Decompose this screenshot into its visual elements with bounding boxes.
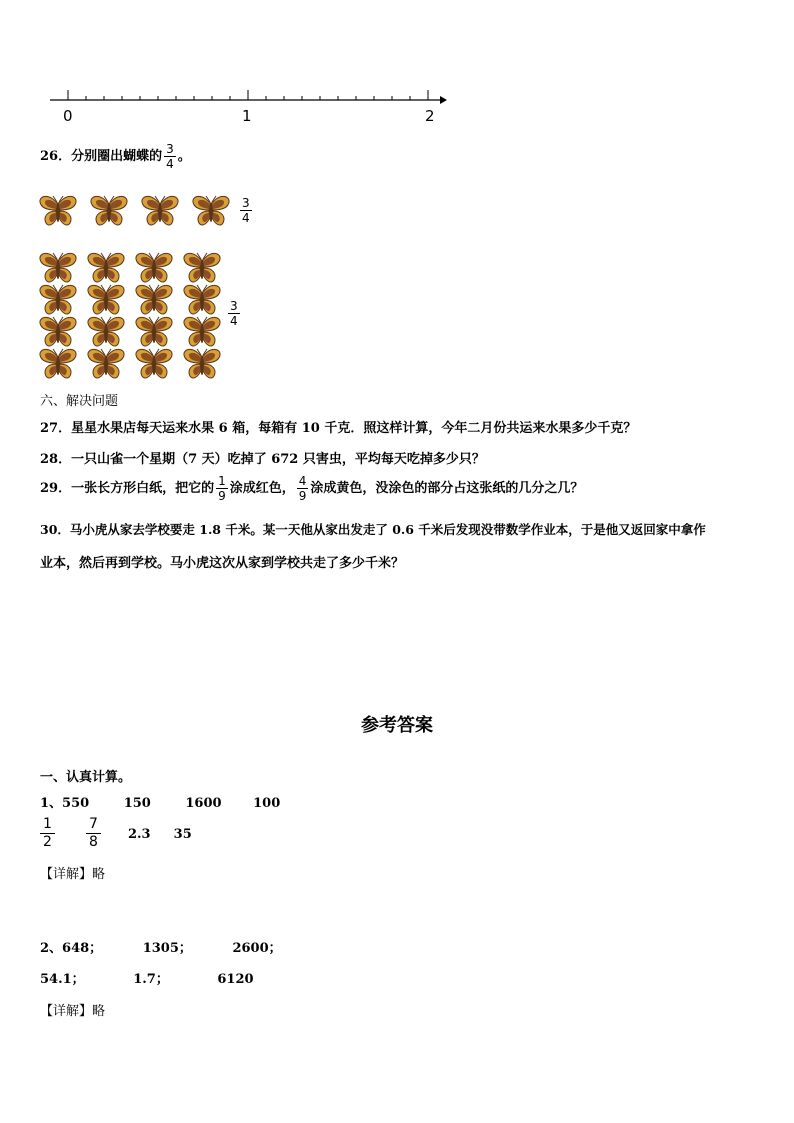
answer-2-row-1: 2、648； 1305； 2600； <box>40 941 282 956</box>
question-30-line-2: 业本，然后再到学校。马小虎这次从家到学校共走了多少千米？ <box>40 556 405 571</box>
butterfly-icon <box>37 250 79 286</box>
number-line <box>48 88 448 108</box>
number-line-label-0: 0 <box>63 107 73 125</box>
butterfly-grid-fraction: $\frac{3}{4}$ <box>230 299 238 328</box>
answer-1-fractions-row: $\frac{1}{2}$ $\frac{7}{8}$ 2.3 35 <box>40 816 192 851</box>
butterfly-icon <box>85 314 127 350</box>
answer-fraction-1-2: $\frac{1}{2}$ <box>40 816 55 851</box>
section-6-title: 六、解决问题 <box>40 394 119 409</box>
answer-2-row-2: 54.1； 1.7； 6120 <box>40 972 254 987</box>
answer-fraction-7-8: $\frac{7}{8}$ <box>86 816 101 851</box>
butterfly-icon <box>181 346 223 382</box>
butterfly-icon <box>133 250 175 286</box>
number-line-label-1: 1 <box>242 107 252 125</box>
butterfly-icon <box>190 193 232 229</box>
butterfly-icon <box>139 193 181 229</box>
question-27: 27．星星水果店每天运来水果 6 箱，每箱有 10 千克．照这样计算，今年二月份共运来水果多少千克？ <box>40 421 637 436</box>
butterfly-icon <box>133 314 175 350</box>
butterfly-icon <box>181 250 223 286</box>
question-26: 26．分别圈出蝴蝶的 $\frac{3}{4}$ 。 <box>40 142 191 171</box>
butterfly-icon <box>85 282 127 318</box>
butterfly-icon <box>181 314 223 350</box>
q26-fraction: $\frac{3}{4}$ <box>166 142 174 171</box>
butterfly-icon <box>133 282 175 318</box>
butterfly-icon <box>133 346 175 382</box>
answer-2-detail: 【详解】略 <box>40 1004 106 1019</box>
number-line-label-2: 2 <box>425 107 435 125</box>
butterfly-icon <box>88 193 130 229</box>
q29-fraction-2: $\frac{4}{9}$ <box>298 474 307 503</box>
butterfly-icon <box>37 346 79 382</box>
question-29: 29．一张长方形白纸，把它的 $\frac{1}{9}$ 涂成红色， $\frac{4}{9}$ 涂成黄色，没涂色的部分占这张纸的几分之几？ <box>40 474 584 503</box>
q26-text: 26．分别圈出蝴蝶的 <box>40 149 163 164</box>
butterfly-icon <box>37 193 79 229</box>
butterfly-icon <box>181 282 223 318</box>
butterfly-row-fraction: $\frac{3}{4}$ <box>242 196 250 225</box>
butterfly-icon <box>37 314 79 350</box>
butterfly-icon <box>37 282 79 318</box>
answers-title: 参考答案 <box>361 715 433 736</box>
answer-1-row: 1、550 150 1600 100 <box>40 796 281 811</box>
q29-fraction-1: $\frac{1}{9}$ <box>218 474 226 503</box>
question-30-line-1: 30．马小虎从家去学校要走 1.8 千米。某一天他从家出发走了 0.6 千米后发现没带数学作业本，于是他又返回家中拿作 <box>40 522 706 537</box>
question-28: 28．一只山雀一个星期（7 天）吃掉了 672 只害虫，平均每天吃掉多少只？ <box>40 452 485 467</box>
butterfly-icon <box>85 346 127 382</box>
butterfly-icon <box>85 250 127 286</box>
answer-1-detail: 【详解】略 <box>40 867 106 882</box>
answers-section-1: 一、认真计算。 <box>40 770 132 785</box>
